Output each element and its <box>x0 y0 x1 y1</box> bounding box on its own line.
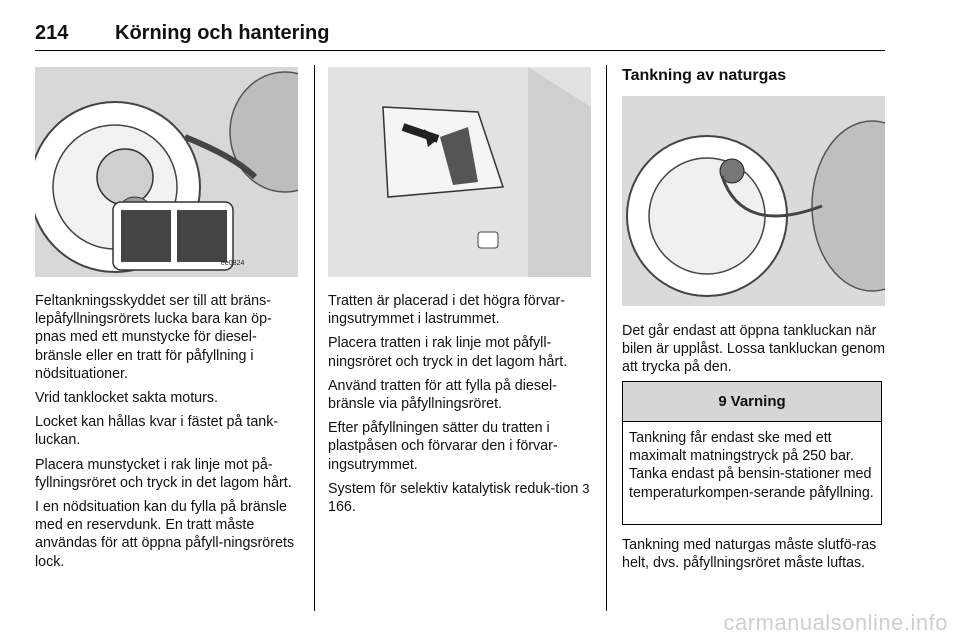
column-1-text <box>35 292 300 577</box>
column-3-intro <box>622 322 887 383</box>
watermark: carmanualsonline.info <box>723 610 948 635</box>
paragraph: Vrid tanklocket sakta moturs. <box>35 390 219 407</box>
page-reference-icon[interactable]: 3 <box>582 480 590 496</box>
paragraph: Locket kan hållas kvar i fästet på tank-luckan. <box>35 414 279 449</box>
paragraph: Det går endast att öppna tankluckan när bilen är upplåst. Lossa tankluckan genom att trycka på den. <box>622 323 886 376</box>
paragraph: Placera munstycket i rak linje mot på-fyllningsröret och tryck in det lagom hårt. <box>35 456 292 491</box>
paragraph: Feltankningsskyddet ser till att bräns-lepåfyllningsrörets lucka bara kan öp-pnas med ett munstycke för diesel-bränsle eller en tratt för påfyllning i nödsituationer. <box>35 293 272 382</box>
page-reference[interactable]: 166. <box>328 499 356 516</box>
section-title: Tankning av naturgas <box>622 67 787 84</box>
column-2-text <box>328 292 593 522</box>
warning-icon: 9 <box>718 393 727 410</box>
paragraph: Tratten är placerad i det högra förvar-ingsutrymmet i lastrummet. <box>328 293 566 328</box>
warning-body: Tankning får endast ske med ett maximalt matningstryck på 250 bar. Tanka endast på bensin-stationer med temperaturkompen-serande påfyllning. <box>629 430 874 501</box>
page-number: 214 <box>35 22 69 44</box>
paragraph-text: System för selektiv katalytisk reduk-tion <box>328 480 579 497</box>
paragraph: Tankning med naturgas måste slutfö-ras helt, dvs. påfyllningsröret måste luftas. <box>622 537 877 572</box>
column-divider <box>606 65 607 611</box>
figure-cng-filler <box>622 96 885 306</box>
figure-fuel-door <box>35 67 298 277</box>
warning-box <box>622 381 882 525</box>
page-header <box>35 22 885 52</box>
warning-title: Varning <box>730 393 786 410</box>
paragraph-with-xref <box>328 480 593 516</box>
paragraph: Efter påfyllningen sätter du tratten i plastpåsen och förvarar den i förvar-ingsutrymmet. <box>328 420 558 473</box>
warning-header <box>623 382 881 422</box>
paragraph: I en nödsituation kan du fylla på bränsle med en reservdunk. En tratt måste användas för att öppna påfyll-ningsrörets lock. <box>35 499 295 570</box>
paragraph: Placera tratten i rak linje mot påfyll-ningsröret och tryck in det lagom hårt. <box>328 335 568 370</box>
chapter-title: Körning och hantering <box>115 22 330 44</box>
header-rule <box>35 50 885 51</box>
figure-funnel-storage <box>328 67 591 277</box>
paragraph: Använd tratten för att fylla på diesel-bränsle via påfyllningsröret. <box>328 377 557 413</box>
column-divider <box>314 65 315 611</box>
column-3-outro <box>622 536 887 578</box>
figure-code: ee0824 <box>221 260 245 267</box>
